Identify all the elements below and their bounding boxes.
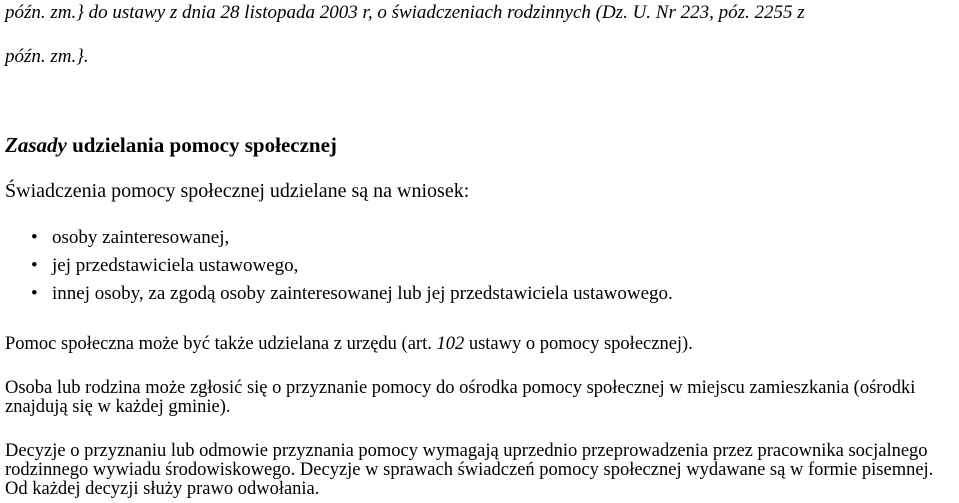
section-heading-italic: Zasady	[5, 133, 67, 157]
list-item-text: innej osoby, za zgodą osoby zainteresowanej lub jej przedstawiciela ustawowego.	[52, 283, 673, 304]
list-item	[0, 227, 673, 255]
intro-text: Świadczenia pomocy społecznej udzielane są na wniosek:	[5, 180, 470, 202]
section-heading-text: udzielania pomocy społecznej	[66, 133, 337, 157]
bullet-list	[0, 227, 673, 311]
paragraph-ex-officio-start: Pomoc społeczna może być także udzielana z urzędu (art.	[5, 334, 437, 354]
bullet-icon: •	[31, 255, 38, 276]
article-number: 102	[436, 334, 465, 354]
header-continuation-end: późn. zm.}.	[5, 46, 89, 67]
list-item	[0, 283, 673, 311]
paragraph-decisions: Decyzje o przyznaniu lub odmowie przyznania pomocy wymagają uprzednio przeprowadzenia przez pracownika socjalnego rodzinnego wywiadu środowiskowego. Decyzje w sprawach świadczeń pomocy społecznej wydawane są w formie pisemnej. Od każdej decyzji służy prawo odwołania.	[5, 441, 934, 499]
section-heading	[5, 133, 337, 158]
list-item-text: jej przedstawiciela ustawowego,	[52, 255, 299, 276]
paragraph-ex-officio-end: ustawy o pomocy społecznej).	[464, 334, 693, 354]
header-continuation-line: późn. zm.} do ustawy z dnia 28 listopada 2003 r, o świadczeniach rodzinnych (Dz. U. Nr 223, póz. 2255 z	[5, 2, 805, 23]
bullet-icon: •	[31, 283, 38, 304]
paragraph-ex-officio	[5, 334, 693, 355]
list-item	[0, 255, 673, 283]
list-item-text: osoby zainteresowanej,	[52, 227, 230, 248]
bullet-icon: •	[31, 227, 38, 248]
paragraph-application: Osoba lub rodzina może zgłosić się o przyznanie pomocy do ośrodka pomocy społecznej w miejscu zamieszkania (ośrodki znajdują się w każdej gminie).	[5, 378, 916, 417]
